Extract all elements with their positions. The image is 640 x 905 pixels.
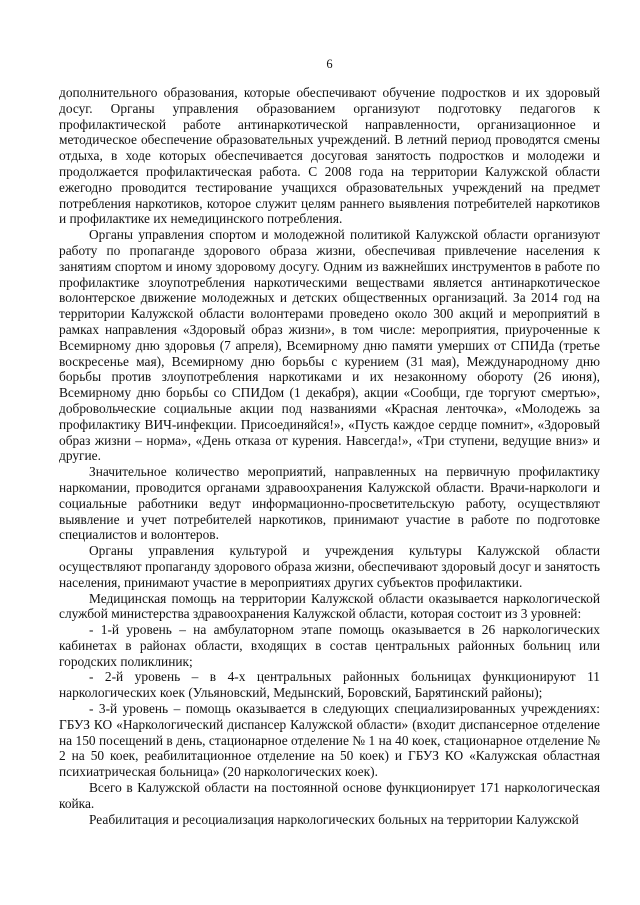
page-number: 6: [326, 57, 333, 71]
list-item-level-2: - 2-й уровень – в 4-х центральных районных больницах функционируют 11 наркологических коек (Ульяновский, Медынский, Боровский, Барятинский районы);: [59, 669, 600, 701]
list-item-level-3: - 3-й уровень – помощь оказывается в следующих специализированных учреждениях: ГБУЗ КО «Наркологический диспансер Калужской области» (входит диспансерное отделение на 150 посещений в день, стационарное отделение № 1 на 40 коек, стационарное отделение № 2 на 50 коек, реабилитационное отделение на 50 коек) и ГБУЗ КО «Калужская областная психиатрическая больница» (20 наркологических коек).: [59, 701, 600, 780]
paragraph-rehabilitation: Реабилитация и ресоциализация наркологических больных на территории Калужской: [89, 811, 579, 827]
paragraph-culture: Органы управления культурой и учреждения культуры Калужской области осуществляют пропаганду здорового образа жизни, обеспечивают здоровый досуг и занятость населения, принимают участие в мероприятиях других субъектов профилактики.: [59, 543, 600, 590]
paragraph-sport-youth: Органы управления спортом и молодежной политикой Калужской области организуют работу по пропаганде здорового образа жизни, обеспечивая привлечение населения к занятиям спортом и иному здоровому досугу. Одним из важнейших инструментов в работе по профилактике злоупотребления наркотическими веществами является антинаркотическое волонтерское движение молодежных и детских общественных организаций. За 2014 год на территории Калужской области волонтерами проведено около 300 акций и мероприятий в рамках направления «Здоровый образ жизни», в том числе: мероприятия, приуроченные к Всемирному дню здоровья (7 апреля), Всемирному дню памяти умерших от СПИДа (третье воскресенье мая), Всемирному дню борьбы с курением (31 мая), Международному дню борьбы против злоупотребления наркотиками и их незаконному обороту (26 июня), Всемирному дню борьбы со СПИДом (1 декабря), акции «Сообщи, где торгуют смертью», добровольческие социальные акции под названиями «Красная ленточка», «Молодежь за профилактику ВИЧ-инфекции. Присоединяйся!», «Пусть каждое сердце помнит», «Здоровый образ жизни – норма», «День отказа от курения. Навсегда!», «Три ступени, ведущие вниз» и другие.: [59, 227, 600, 464]
paragraph-total-beds: Всего в Калужской области на постоянной основе функционирует 171 наркологическая койка.: [59, 780, 600, 811]
body-text: [59, 85, 600, 827]
paragraph-education-continued: дополнительного образования, которые обеспечивают обучение подростков и их здоровый досуг. Органы управления образованием организуют подготовку педагогов к профилактической работе антинаркотической направленности, организационное и методическое обеспечение образовательных учреждений. В летний период проводятся смены отдыха, в ходе которых обеспечивается досуговая занятость подростков и молодежи и продолжается профилактическая работа. С 2008 года на территории Калужской области ежегодно проводится тестирование учащихся образовательных учреждений на предмет потребления наркотиков, которое служит целям раннего выявления потребителей наркотиков и профилактике их немедицинского потребления.: [59, 85, 600, 227]
list-item-level-1: - 1-й уровень – на амбулаторном этапе помощь оказывается в 26 наркологических кабинетах в районах области, входящих в состав центральных районных больниц или городских поликлиник;: [59, 622, 600, 669]
paragraph-medical-service: Медицинская помощь на территории Калужской области оказывается наркологической службой министерства здравоохранения Калужской области, которая состоит из 3 уровней:: [59, 590, 600, 622]
paragraph-healthcare-prevention: Значительное количество мероприятий, направленных на первичную профилактику наркомании, проводится органами здравоохранения Калужской области. Врачи-наркологи и социальные работники ведут информационно-просветительскую работу, осуществляют выявление и учет потребителей наркотиков, принимают участие в работе по подготовке специалистов и волонтеров.: [59, 464, 600, 543]
